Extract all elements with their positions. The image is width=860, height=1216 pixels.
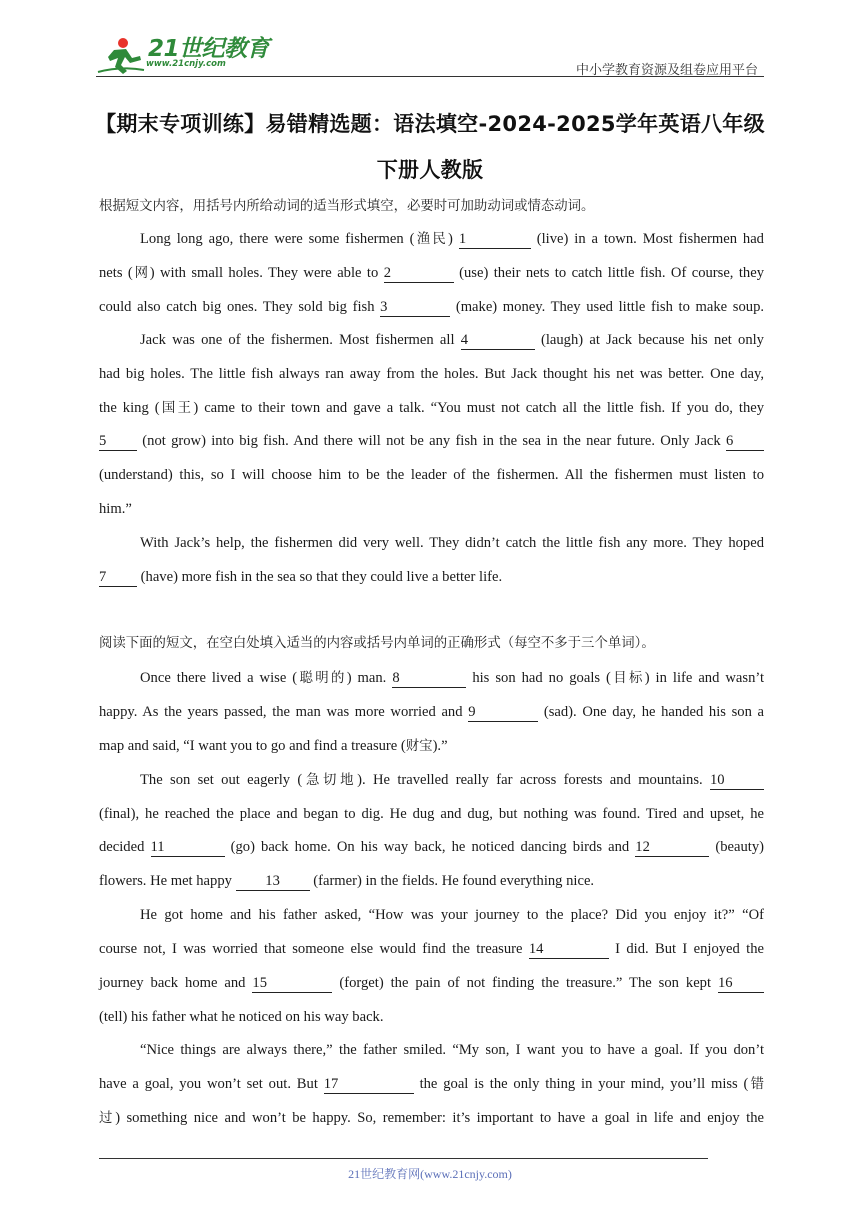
blank-14[interactable]: 14: [529, 941, 609, 959]
blank-11[interactable]: 11: [151, 839, 225, 857]
text-line: nets (网) with small holes. They were able to 2 (use) their nets to catch little fish. Of course, they: [99, 265, 764, 281]
text-line: had big holes. The little fish always ran away from the holes. But Jack thought his net was better. One day,: [99, 366, 764, 382]
platform-name: 中小学教育资源及组卷应用平台: [575, 63, 758, 78]
text-line: flowers. He met happy 13 (farmer) in the fields. He found everything nice.: [99, 873, 595, 889]
text-line: Jack was one of the fishermen. Most fishermen all 4 (laugh) at Jack because his net only: [140, 332, 764, 348]
text-line: him.”: [99, 501, 132, 517]
text-line: could also catch big ones. They sold big fish 3 (make) money. They used little fish to make soup.: [99, 299, 765, 315]
blank-17[interactable]: 17: [324, 1076, 414, 1094]
text-line: With Jack’s help, the fishermen did very well. They didn’t catch the little fish any more. They hoped: [140, 535, 764, 551]
text-line: journey back home and 15 (forget) the pain of not finding the treasure.” The son kept 16: [99, 973, 764, 993]
blank-2[interactable]: 2: [384, 265, 454, 283]
text-line: 过) something nice and won’t be happy. So, remember: it’s important to have a goal in life and enjoy the: [99, 1110, 765, 1126]
text-line: map and said, “I want you to go and find a treasure (财宝).”: [99, 738, 448, 754]
blank-13[interactable]: 13: [236, 873, 310, 891]
header-divider: [96, 76, 764, 77]
section1-instruction: 根据短文内容，用括号内所给动词的适当形式填空，必要时可加助动词或情态动词。: [99, 199, 595, 214]
text-line: 7 (have) more fish in the sea so that they could live a better life.: [99, 569, 503, 585]
text-line: (tell) his father what he noticed on his way back.: [99, 1009, 384, 1025]
blank-5[interactable]: 5: [99, 433, 137, 451]
blank-7[interactable]: 7: [99, 569, 137, 587]
blank-12[interactable]: 12: [635, 839, 709, 857]
logo-text: 21世纪教育: [148, 36, 270, 62]
text-line: have a goal, you won’t set out. But 17 the goal is the only thing in your mind, you’ll miss (错: [99, 1076, 764, 1092]
page-header: [96, 30, 764, 80]
blank-9[interactable]: 9: [468, 704, 538, 722]
logo-url: www.21cnjy.com: [146, 59, 226, 69]
blank-6[interactable]: 6: [726, 433, 764, 451]
text-line: Once there lived a wise (聪明的) man. 8 his son had no goals (目标) in life and wasn’t: [140, 670, 765, 686]
text-line: course not, I was worried that someone else would find the treasure 14 I did. But I enjoyed the: [99, 941, 764, 957]
text-line: the king (国王) came to their town and gave a talk. “You must not catch all the little fish. If you do, they: [99, 400, 765, 416]
blank-4[interactable]: 4: [461, 332, 535, 350]
text-line: He got home and his father asked, “How was your journey to the place? Did you enjoy it?” “Of: [140, 907, 764, 923]
footer-divider: [99, 1158, 708, 1159]
text-line: The son set out eagerly (急切地). He travelled really far across forests and mountains. 10: [140, 770, 764, 791]
footer-text: 21世纪教育网(www.21cnjy.com): [348, 1167, 512, 1181]
text-line: “Nice things are always there,” the father smiled. “My son, I want you to have a goal. If you don’t: [140, 1042, 764, 1058]
text-line: 5 (not grow) into big fish. And there will not be any fish in the sea in the near future. Only Jack 6: [99, 431, 764, 451]
text-line: (final), he reached the place and began to dig. He dug and dug, but nothing was found. Tired and upset, he: [99, 806, 764, 822]
text-line: happy. As the years passed, the man was more worried and 9 (sad). One day, he handed his son a: [99, 704, 764, 720]
page-title-line-2: 下册人教版: [376, 158, 484, 182]
blank-15[interactable]: 15: [252, 975, 332, 993]
text-line: decided 11 (go) back home. On his way back, he noticed dancing birds and 12 (beauty): [99, 839, 765, 855]
blank-3[interactable]: 3: [380, 299, 450, 317]
blank-16[interactable]: 16: [718, 975, 764, 993]
blank-10[interactable]: 10: [710, 772, 764, 790]
text-line: (understand) this, so I will choose him to be the leader of the fishermen. All the fishermen must listen to: [99, 467, 764, 483]
page-title-line-1: 【期末专项训练】易错精选题：语法填空-2024-2025学年英语八年级: [95, 112, 765, 136]
blank-1[interactable]: 1: [459, 231, 531, 249]
section2-instruction: 阅读下面的短文，在空白处填入适当的内容或括号内单词的正确形式（每空不多于三个单词）。: [99, 636, 655, 651]
blank-8[interactable]: 8: [392, 670, 466, 688]
text-line: Long long ago, there were some fishermen (渔民) 1 (live) in a town. Most fishermen had: [140, 231, 764, 247]
